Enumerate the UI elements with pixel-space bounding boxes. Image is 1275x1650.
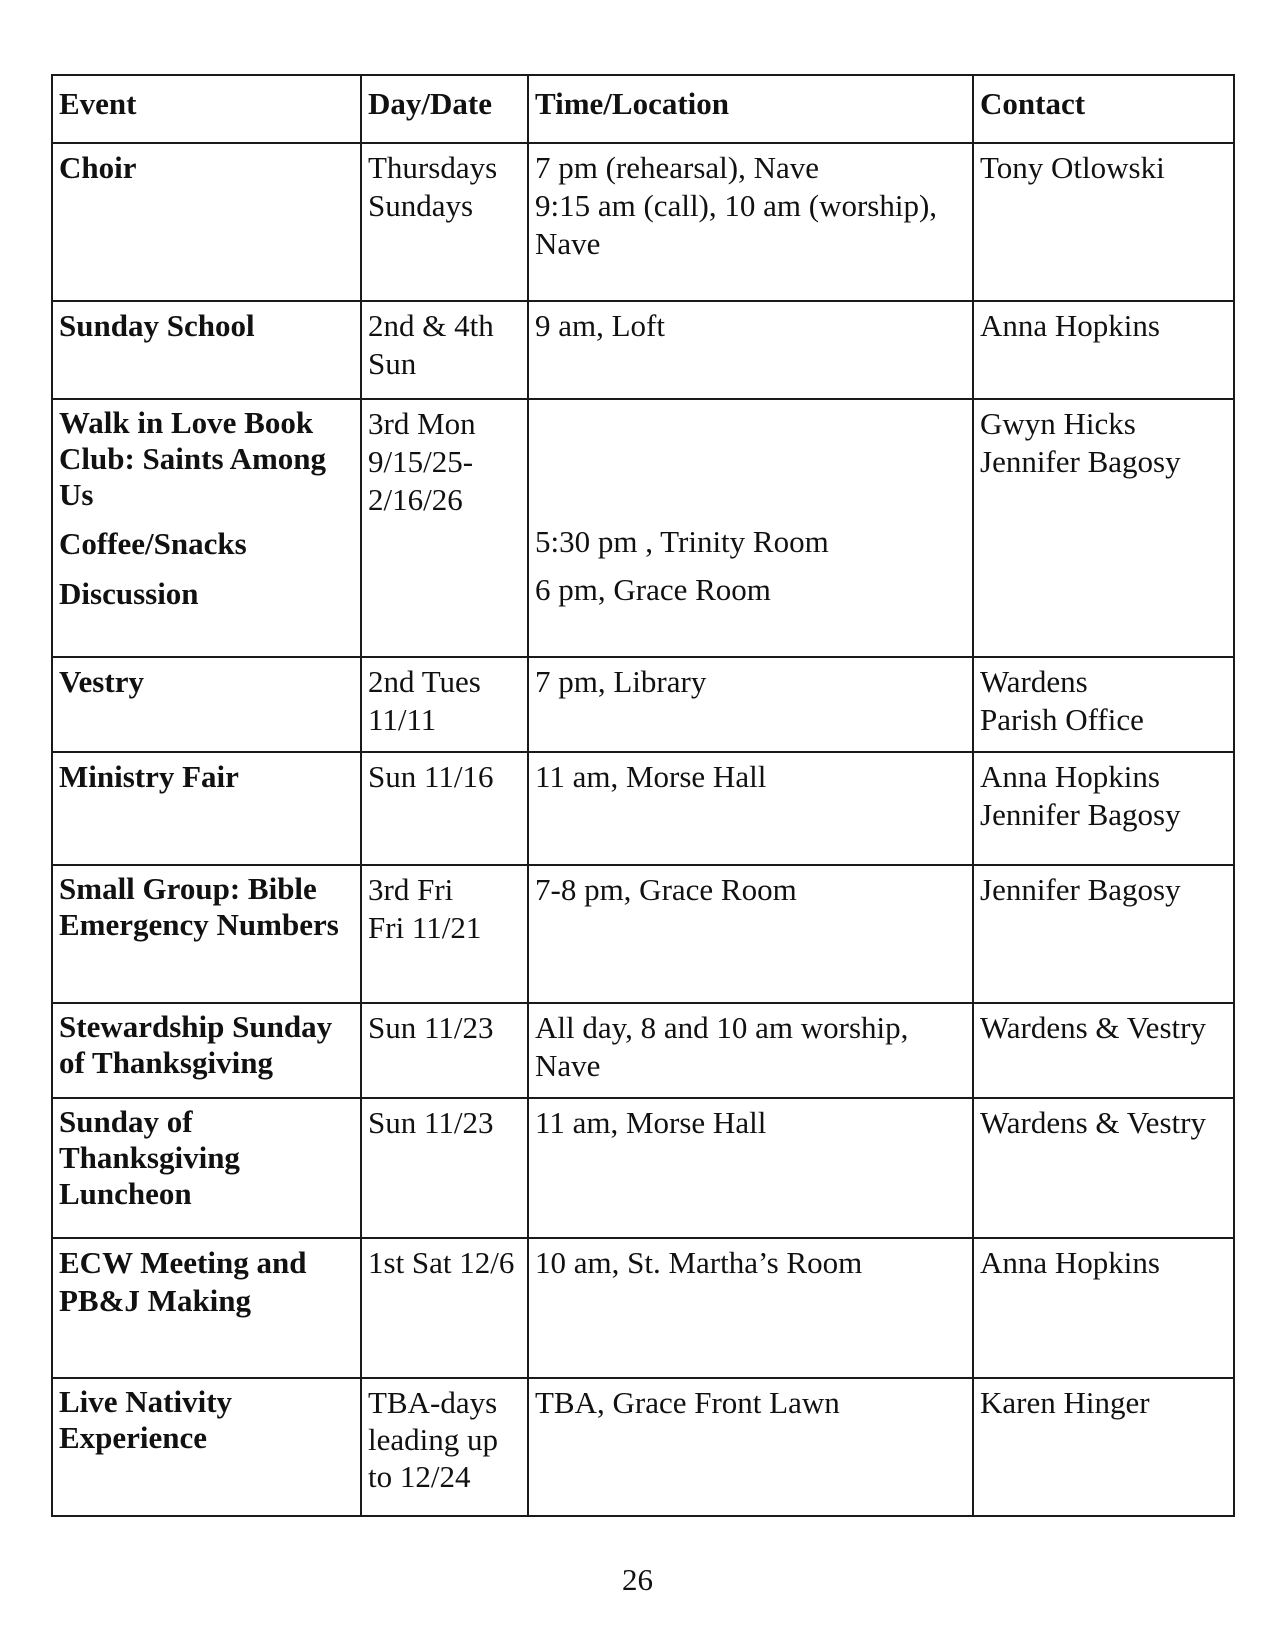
day-line: 3rd Mon (368, 406, 476, 441)
table-row-vestry (52, 657, 1234, 752)
event-cell (52, 143, 361, 301)
contact-cell (973, 1098, 1234, 1238)
contact-line: Wardens & Vestry (980, 1105, 1206, 1140)
contact-line: Wardens (980, 664, 1088, 699)
time-line: 7-8 pm, Grace Room (535, 872, 797, 907)
event-name: Live Nativity Experience (59, 1384, 233, 1455)
event-cell (52, 1003, 361, 1098)
events-table (51, 74, 1235, 1517)
event-name: ECW Meeting and PB&J Making (59, 1245, 307, 1318)
event-name: Small Group: Bible Emergency Numbers (59, 871, 339, 942)
contact-cell (973, 1238, 1234, 1378)
day-cell (361, 752, 528, 865)
contact-line: Gwyn Hicks (980, 406, 1136, 441)
event-cell (52, 865, 361, 1003)
table-row-ecw-meeting (52, 1238, 1234, 1378)
day-cell (361, 657, 528, 752)
day-cell (361, 1003, 528, 1098)
event-cell (52, 752, 361, 865)
time-line: 5:30 pm , Trinity Room (535, 524, 829, 559)
contact-line: Parish Office (980, 702, 1144, 737)
day-line: 11/11 (368, 702, 437, 737)
event-cell (52, 1098, 361, 1238)
time-cell (528, 865, 973, 1003)
contact-line: Wardens & Vestry (980, 1010, 1206, 1045)
day-cell (361, 301, 528, 399)
day-cell (361, 1378, 528, 1516)
event-cell (52, 1378, 361, 1516)
table-row-book-club (52, 399, 1234, 657)
time-line: 11 am, Morse Hall (535, 1105, 767, 1140)
event-cell (52, 1238, 361, 1378)
day-cell (361, 1098, 528, 1238)
day-line: Sun 11/16 (368, 759, 494, 794)
day-cell (361, 865, 528, 1003)
contact-cell (973, 1378, 1234, 1516)
contact-line: Jennifer Bagosy (980, 797, 1181, 832)
time-cell (528, 657, 973, 752)
day-line: Thursdays (368, 150, 498, 185)
event-name: Choir (59, 150, 137, 185)
day-line: 3rd Fri (368, 872, 454, 907)
contact-cell (973, 657, 1234, 752)
time-line: 9 am, Loft (535, 308, 665, 343)
event-name: Stewardship Sunday of Thanksgiving (59, 1009, 333, 1080)
time-cell (528, 1238, 973, 1378)
day-line: Sundays (368, 188, 474, 223)
event-name: Sunday of Thanksgiving Luncheon (59, 1104, 240, 1211)
table-row-sunday-school (52, 301, 1234, 399)
time-line: 7 pm, Library (535, 664, 707, 699)
time-line: TBA, Grace Front Lawn (535, 1385, 840, 1420)
contact-line: Anna Hopkins (980, 308, 1160, 343)
time-line: All day, 8 and 10 am worship, Nave (535, 1010, 909, 1083)
contact-cell (973, 301, 1234, 399)
table-row-live-nativity (52, 1378, 1234, 1516)
event-sub-item: Coffee/Snacks (59, 526, 247, 561)
day-line: 1st Sat 12/6 (368, 1245, 515, 1280)
table-row-stewardship-sunday (52, 1003, 1234, 1098)
contact-cell (973, 399, 1234, 657)
table-row-thanksgiving-luncheon (52, 1098, 1234, 1238)
day-line: 2nd Tues (368, 664, 481, 699)
day-line: TBA-days leading up to 12/24 (368, 1385, 498, 1494)
contact-line: Karen Hinger (980, 1385, 1150, 1420)
time-cell (528, 301, 973, 399)
time-cell (528, 752, 973, 865)
table-row-ministry-fair (52, 752, 1234, 865)
day-line: 9/15/25-2/16/26 (368, 444, 474, 517)
time-line: 11 am, Morse Hall (535, 759, 767, 794)
contact-cell (973, 865, 1234, 1003)
event-cell (52, 399, 361, 657)
contact-line: Anna Hopkins (980, 1245, 1160, 1280)
contact-line: Jennifer Bagosy (980, 444, 1181, 479)
time-cell (528, 143, 973, 301)
day-cell (361, 399, 528, 657)
contact-cell (973, 752, 1234, 865)
day-line: Sun 11/23 (368, 1105, 494, 1140)
header-contact: Contact (973, 75, 1234, 143)
day-cell (361, 143, 528, 301)
day-cell (361, 1238, 528, 1378)
time-cell (528, 1378, 973, 1516)
time-line: 9:15 am (call), 10 am (worship), Nave (535, 188, 938, 261)
event-cell (52, 657, 361, 752)
time-line: 7 pm (rehearsal), Nave (535, 150, 820, 185)
table-row-choir (52, 143, 1234, 301)
time-cell (528, 1003, 973, 1098)
day-line: Sun 11/23 (368, 1010, 494, 1045)
time-cell (528, 399, 973, 657)
contact-cell (973, 143, 1234, 301)
day-line: Fri 11/21 (368, 910, 482, 945)
time-line: 10 am, St. Martha’s Room (535, 1245, 863, 1280)
event-name: Ministry Fair (59, 759, 239, 794)
contact-line: Anna Hopkins (980, 759, 1160, 794)
time-cell (528, 1098, 973, 1238)
header-time-location: Time/Location (528, 75, 973, 143)
page-number: 26 (622, 1562, 653, 1597)
time-line: 6 pm, Grace Room (535, 572, 771, 607)
header-row (52, 75, 1234, 143)
event-sub-item: Discussion (59, 576, 199, 611)
header-event: Event (52, 75, 361, 143)
day-line: 2nd & 4th Sun (368, 308, 494, 381)
table-row-small-group (52, 865, 1234, 1003)
contact-line: Tony Otlowski (980, 150, 1165, 185)
header-day-date: Day/Date (361, 75, 528, 143)
event-cell (52, 301, 361, 399)
contact-cell (973, 1003, 1234, 1098)
event-name: Vestry (59, 664, 144, 699)
event-name: Walk in Love Book Club: Saints Among Us (59, 405, 327, 512)
contact-line: Jennifer Bagosy (980, 872, 1181, 907)
event-name: Sunday School (59, 308, 255, 343)
